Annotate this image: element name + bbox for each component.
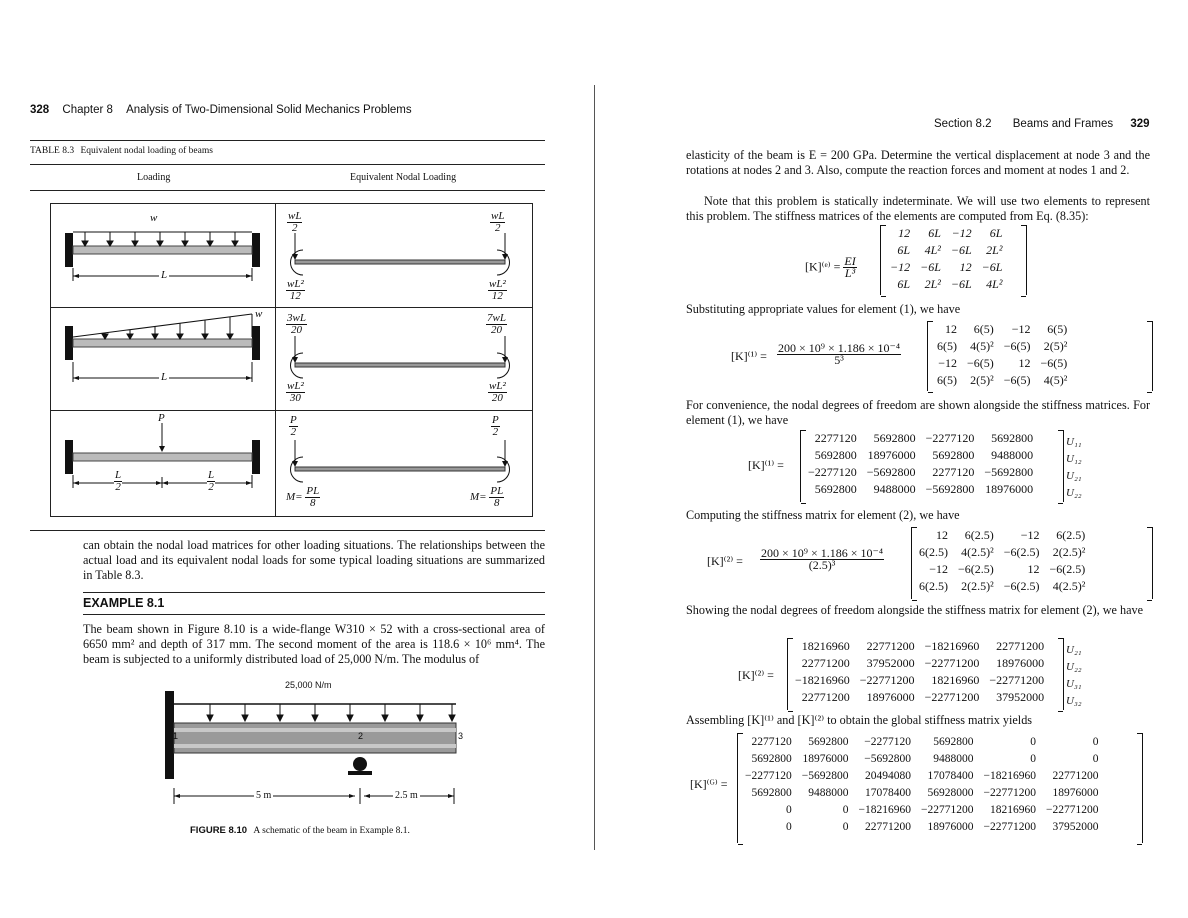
k1_rows-cell: 4(5)²: [970, 339, 994, 353]
k2_rows-cell: 2(2.5)²: [961, 579, 994, 593]
k2_rows-cell: −12: [1020, 528, 1040, 542]
row3-right-moment-prefix: M=: [470, 491, 487, 504]
row1-loading-diagram: [55, 208, 270, 303]
row2-right-moment-num: wL²: [489, 380, 506, 392]
row2-equiv-diagram: [285, 328, 520, 383]
kg_rows-cell: 18976000: [802, 752, 849, 765]
kg_rows-row: [740, 784, 1104, 801]
k1_rows-cell: 2(5)²: [970, 373, 994, 387]
dof-label: U₂₂: [1066, 486, 1082, 499]
row2-right-force-num: 7wL: [487, 312, 506, 324]
k1_rows-cell: −12: [1011, 322, 1031, 336]
ke_rows-row: [885, 259, 1007, 276]
k1n_rows-row: [803, 464, 1038, 481]
row1-right-moment-den: 12: [491, 290, 503, 302]
kg_rows-cell: 56928000: [927, 786, 974, 799]
kg_rows-cell: −2277120: [864, 735, 911, 748]
fig-node1-label: 1: [173, 731, 179, 741]
row2-left-moment-num: wL²: [287, 380, 304, 392]
right-para-4: For convenience, the nodal degrees of freedom are shown alongside the stiffness matrices. For element (1), we have: [686, 398, 1150, 427]
k1-coef: [777, 343, 901, 366]
k2-matrix: [911, 527, 1153, 599]
ke_rows-cell: 6L: [897, 277, 911, 291]
k1_rows-row: [932, 321, 1072, 338]
kg_rows-cell: 2277120: [751, 735, 792, 748]
k1n_rows-cell: 5692800: [991, 431, 1034, 445]
k2_rows-cell: 6(2.5): [919, 545, 948, 559]
kg_rows-cell: 5692800: [808, 735, 849, 748]
k1n-matrix: [800, 430, 1064, 502]
k2_rows-row: [914, 527, 1090, 544]
kg_rows-cell: 17078400: [927, 769, 974, 782]
kg_rows-cell: 18976000: [927, 820, 974, 833]
k1_rows-cell: 6(5): [937, 339, 957, 353]
ke_rows-cell: −6L: [981, 260, 1003, 274]
row3-right-force: [491, 415, 500, 438]
kg_rows-cell: 9488000: [933, 752, 974, 765]
k1_rows-cell: 12: [945, 322, 957, 336]
row1-right-force-den: 2: [494, 222, 501, 234]
kg_rows-cell: 0: [842, 803, 849, 816]
dof-label: U₂₂: [1066, 660, 1082, 673]
k2n_rows-cell: 22771200: [996, 639, 1045, 653]
k2n_rows-row: [790, 689, 1049, 706]
col-equiv-header: Equivalent Nodal Loading: [350, 172, 457, 183]
k1_rows-cell: 6(5): [937, 373, 957, 387]
kg_rows-cell: −22771200: [983, 820, 1036, 833]
row3-right-moment-num: PL: [490, 485, 504, 497]
k2_rows-cell: 6(2.5): [964, 528, 994, 542]
right-running-header: [934, 118, 1150, 130]
k1_rows-cell: 4(5)²: [1043, 373, 1068, 387]
row3-left-force-num: P: [290, 414, 297, 426]
kg_rows-cell: 17078400: [865, 786, 911, 799]
kg_rows-cell: −5692800: [801, 769, 849, 782]
row1-right-moment: [488, 279, 507, 302]
row2-loading-diagram: [55, 312, 270, 407]
kg_rows-row: [740, 733, 1104, 750]
k1_rows-cell: 6(5): [973, 322, 994, 336]
k1n-dof-labels: [1064, 433, 1084, 501]
k2_rows-row: [914, 544, 1090, 561]
row3-span-left: [114, 470, 122, 493]
k1n_rows-cell: 9488000: [991, 448, 1034, 462]
k1n_rows-cell: −5692800: [866, 465, 916, 479]
row1-left-force-den: 2: [291, 222, 298, 234]
row1-left-moment: [286, 279, 305, 302]
k1n_rows-cell: 5692800: [932, 448, 975, 462]
k2_rows-cell: −6(2.5): [1049, 562, 1086, 576]
k2_rows-cell: 4(2.5)²: [961, 545, 994, 559]
figure-caption-text: A schematic of the beam in Example 8.1.: [253, 826, 410, 836]
row2-left-moment: [286, 381, 305, 404]
row1-span-label: L: [161, 269, 168, 281]
kg_rows-cell: 18976000: [1052, 786, 1099, 799]
row2-right-force-den: 20: [490, 324, 502, 336]
k1n-lhs: [K]⁽¹⁾ =: [748, 458, 784, 472]
kg_rows-cell: 0: [1030, 752, 1036, 765]
ke_rows-row: [885, 276, 1007, 293]
row1-left-moment-den: 12: [289, 290, 301, 302]
k1n_rows-row: [803, 430, 1038, 447]
example-text: The beam shown in Figure 8.10 is a wide-flange W310 × 52 with a cross-sectional area of 6650 mm² and depth of 317 mm. The second moment of the area is 118.6 × 10⁶ mm⁴. The beam is subjected to a uniformly distributed load of 25,000 N/m. The modulus of: [83, 622, 545, 666]
ke_rows-cell: 6L: [897, 243, 911, 257]
k1n_rows-cell: −2277120: [925, 431, 975, 445]
kg_rows-cell: 0: [1092, 735, 1099, 748]
k1n_rows-cell: 2277120: [814, 431, 857, 445]
row3-load-label: P: [158, 412, 165, 424]
row3-left-moment-prefix: M=: [286, 491, 303, 504]
row3-equiv-diagram: [285, 432, 520, 487]
row2-left-force-den: 20: [290, 324, 302, 336]
ke_rows-cell: −6L: [950, 243, 972, 257]
ke_rows-cell: 4L²: [986, 277, 1003, 291]
k2n_rows-cell: 22771200: [801, 656, 850, 670]
k1_rows-cell: 12: [1018, 356, 1031, 370]
row2-span-label: L: [161, 371, 168, 383]
kg_rows-row: [740, 818, 1104, 835]
k1-coef-num: 200 × 10⁹ × 1.186 × 10⁻⁴: [778, 341, 901, 355]
kg_rows-cell: 5692800: [751, 752, 792, 765]
kg_rows-cell: 22771200: [865, 820, 911, 833]
k2n_rows-cell: −22771200: [859, 673, 915, 687]
ke-lhs-text: [K]⁽ᵉ⁾ =: [805, 259, 841, 274]
kg-matrix: [737, 733, 1143, 843]
k2n_rows-cell: −22771200: [924, 656, 980, 670]
kg-lhs: [K]⁽ᴳ⁾ =: [690, 777, 728, 791]
ke_rows-cell: −12: [951, 226, 972, 240]
k1-coef-den: 5³: [834, 353, 844, 367]
kg_rows-cell: 0: [786, 820, 792, 833]
k2_rows-cell: 12: [936, 528, 948, 542]
k1_rows-cell: −12: [938, 356, 957, 370]
row3-right-moment-den: 8: [494, 497, 500, 509]
fig-load-label: 25,000 N/m: [285, 680, 332, 690]
k1n_rows-cell: 5692800: [873, 431, 916, 445]
k2n_rows-cell: 22771200: [866, 639, 915, 653]
row2-right-moment-den: 20: [491, 392, 503, 404]
row1-right-moment-num: wL²: [489, 278, 506, 290]
section-title: Beams and Frames: [1012, 118, 1114, 130]
kg_rows-row: [740, 750, 1104, 767]
row3-left-force: [289, 415, 298, 438]
right-para-7: Assembling [K]⁽¹⁾ and [K]⁽²⁾ to obtain the global stiffness matrix yields: [686, 713, 1033, 727]
row3-left-moment-num: PL: [306, 485, 320, 497]
ke_rows-cell: 6L: [989, 226, 1003, 240]
ke_rows-cell: −6L: [950, 277, 972, 291]
kg_rows-cell: 0: [1092, 752, 1099, 765]
table-caption-text: Equivalent nodal loading of beams: [80, 146, 213, 156]
k2n_rows-cell: −18216960: [924, 639, 980, 653]
left-page-number: 328: [30, 104, 50, 116]
row2-right-force: [486, 313, 507, 336]
k1_rows-row: [932, 372, 1072, 389]
k2n_rows-cell: 18216960: [931, 673, 980, 687]
row3-span-left-num: L: [115, 469, 122, 481]
k1n_rows-cell: −5692800: [984, 465, 1034, 479]
figure-caption-label: FIGURE 8.10: [190, 825, 248, 836]
row1-left-force: [287, 211, 302, 234]
row1-left-force-num: wL: [288, 210, 302, 222]
k1n_rows-cell: 18976000: [867, 448, 916, 462]
k1_rows-cell: −6(5): [1003, 339, 1031, 353]
figure-caption: [190, 825, 410, 836]
k2n_rows-cell: 18976000: [996, 656, 1045, 670]
ke_rows-row: [885, 242, 1007, 259]
kg_rows-cell: −22771200: [921, 803, 974, 816]
k2n-dof-labels: [1064, 641, 1084, 709]
k1-lhs: [K]⁽¹⁾ =: [731, 349, 767, 363]
kg_rows-cell: −18216960: [858, 803, 911, 816]
row1-right-force: [490, 211, 505, 234]
ke_rows-cell: −12: [890, 260, 911, 274]
row1-load-label: w: [150, 212, 158, 224]
right-page-number: 329: [1130, 118, 1150, 130]
k1_rows-cell: 6(5): [1047, 322, 1068, 336]
dof-label: U₁₂: [1066, 452, 1082, 465]
kg_rows-cell: 0: [842, 820, 849, 833]
kg_rows-cell: 20494080: [865, 769, 911, 782]
k2-coef: [760, 548, 884, 571]
ke_rows-cell: 6L: [928, 226, 941, 240]
kg_rows-cell: 9488000: [808, 786, 849, 799]
ke_rows-cell: 2L²: [924, 277, 941, 291]
dof-label: U₃₁: [1066, 677, 1082, 690]
k2-lhs: [K]⁽²⁾ =: [707, 554, 743, 568]
row3-left-moment: [286, 486, 320, 509]
ke-coef-den: L³: [844, 266, 856, 280]
row2-left-force: [286, 313, 307, 336]
ke_rows-row: [885, 225, 1007, 242]
k2_rows-cell: 6(2.5): [1056, 528, 1086, 542]
right-para-6: Showing the nodal degrees of freedom alongside the stiffness matrix for element (2), we have: [686, 603, 1144, 617]
kg_rows-cell: −22771200: [1046, 803, 1099, 816]
ke-lhs: [805, 256, 857, 279]
fig-dim-right: 2.5 m: [395, 790, 418, 801]
row3-right-force-num: P: [492, 414, 499, 426]
row1-equiv-diagram: [285, 222, 520, 280]
row2-left-moment-den: 30: [289, 392, 301, 404]
row3-right-moment: [470, 486, 504, 509]
k1_rows-cell: −6(5): [967, 356, 994, 370]
ke_rows-cell: −6L: [920, 260, 941, 274]
k2n_rows-cell: −18216960: [795, 673, 850, 687]
right-para-5: Computing the stiffness matrix for element (2), we have: [686, 508, 960, 522]
dof-label: U₁₁: [1066, 435, 1082, 448]
row2-right-moment: [488, 381, 507, 404]
row3-span-right-den: 2: [208, 481, 214, 493]
k2-coef-num: 200 × 10⁹ × 1.186 × 10⁻⁴: [761, 546, 884, 560]
k2n_rows-row: [790, 655, 1049, 672]
row3-right-force-den: 2: [492, 426, 499, 438]
example-title: EXAMPLE 8.1: [83, 596, 165, 610]
k2n_rows-row: [790, 672, 1049, 689]
k1n_rows-cell: −5692800: [925, 482, 975, 496]
right-para-3: Substituting appropriate values for element (1), we have: [686, 302, 961, 316]
kg_rows-cell: 37952000: [1052, 820, 1099, 833]
row2-left-force-num: 3wL: [287, 312, 306, 324]
row3-left-moment-den: 8: [310, 497, 316, 509]
k2_rows-row: [914, 561, 1090, 578]
k1_rows-cell: 2(5)²: [1043, 339, 1068, 353]
k1_rows-cell: −6(5): [1003, 373, 1031, 387]
k1_rows-row: [932, 355, 1072, 372]
chapter-label: Chapter 8: [62, 104, 113, 116]
k2n-matrix: [787, 638, 1064, 710]
kg_rows-cell: 0: [1030, 735, 1036, 748]
fig-node3-label: 3: [458, 731, 464, 741]
k2n_rows-cell: −22771200: [989, 673, 1045, 687]
k1n_rows-cell: −2277120: [808, 465, 857, 479]
k2n_rows-cell: 37952000: [996, 690, 1045, 704]
row1-left-moment-num: wL²: [287, 278, 304, 290]
ke_rows-cell: 4L²: [924, 243, 941, 257]
k1n_rows-cell: 18976000: [985, 482, 1034, 496]
k2n_rows-cell: 18976000: [866, 690, 915, 704]
k2_rows-row: [914, 578, 1090, 595]
k2n_rows-cell: 18216960: [801, 639, 850, 653]
k1_rows-row: [932, 338, 1072, 355]
k2_rows-cell: 2(2.5)²: [1052, 545, 1086, 559]
k2_rows-cell: 12: [1027, 562, 1040, 576]
ke_rows-cell: 12: [959, 260, 972, 274]
k1n_rows-cell: 5692800: [814, 448, 857, 462]
k2n_rows-cell: −22771200: [924, 690, 980, 704]
col-loading-header: Loading: [137, 172, 171, 183]
k1n_rows-row: [803, 481, 1038, 498]
k2n-lhs: [K]⁽²⁾ =: [738, 668, 774, 682]
k1-matrix: [927, 321, 1153, 391]
left-running-header: [30, 104, 412, 116]
ke-matrix: [880, 225, 1027, 295]
k2n_rows-cell: 22771200: [801, 690, 850, 704]
row3-left-force-den: 2: [290, 426, 297, 438]
ke-coef-num: EI: [844, 254, 856, 268]
table-caption-label: TABLE 8.3: [30, 146, 75, 156]
kg_rows-cell: −18216960: [983, 769, 1036, 782]
kg_rows-cell: 5692800: [933, 735, 974, 748]
row3-span-right-num: L: [208, 469, 215, 481]
fig-node2-label: 2: [358, 731, 364, 741]
right-para-1: elasticity of the beam is E = 200 GPa. Determine the vertical displacement at node 3 and the rotations at nodes 2 and 3. Also, compute the reaction forces and moment at nodes 1 and 2.: [686, 148, 1150, 177]
row1-right-force-num: wL: [491, 210, 505, 222]
k2_rows-cell: −6(2.5): [1003, 545, 1040, 559]
chapter-title: Analysis of Two-Dimensional Solid Mechanics Problems: [126, 104, 412, 116]
right-para-2: Note that this problem is statically indeterminate. We will use two elements to represent this problem. The stiffness matrices of the elements are computed from Eq. (8.35):: [686, 194, 1150, 223]
k2n_rows-cell: 37952000: [866, 656, 915, 670]
row2-load-label: w: [255, 308, 263, 320]
kg_rows-row: [740, 801, 1104, 818]
ke_rows-cell: 2L²: [986, 243, 1003, 257]
k2_rows-cell: 4(2.5)²: [1052, 579, 1086, 593]
kg_rows-cell: 18216960: [990, 803, 1036, 816]
fig-dim-left: 5 m: [256, 790, 272, 801]
row3-span-right: [207, 470, 215, 493]
kg_rows-row: [740, 767, 1104, 784]
k2_rows-cell: −6(2.5): [958, 562, 994, 576]
k2_rows-cell: −6(2.5): [1003, 579, 1040, 593]
k1n_rows-cell: 9488000: [873, 482, 916, 496]
ke_rows-cell: 12: [898, 226, 911, 240]
k2_rows-cell: 6(2.5): [919, 579, 948, 593]
row3-span-left-den: 2: [115, 481, 121, 493]
kg_rows-cell: 5692800: [751, 786, 792, 799]
k1n_rows-cell: 2277120: [932, 465, 975, 479]
dof-label: U₃₂: [1066, 694, 1082, 707]
kg_rows-cell: 22771200: [1052, 769, 1099, 782]
row3-loading-diagram: [55, 415, 270, 510]
k2n_rows-row: [790, 638, 1049, 655]
k2-coef-den: (2.5)³: [808, 558, 836, 572]
kg_rows-cell: −22771200: [983, 786, 1036, 799]
section-label: Section 8.2: [934, 118, 992, 130]
dof-label: U₂₁: [1066, 643, 1082, 656]
kg_rows-cell: −5692800: [864, 752, 911, 765]
kg_rows-cell: 0: [786, 803, 792, 816]
k1_rows-cell: −6(5): [1040, 356, 1068, 370]
k1n_rows-cell: 5692800: [814, 482, 857, 496]
k2_rows-cell: −12: [929, 562, 948, 576]
table-caption: [30, 146, 213, 156]
intro-paragraph: can obtain the nodal load matrices for other loading situations. The relationships between the actual load and its equivalent nodal loads for some typical loading situations are summarized in Table 8.3.: [83, 538, 545, 582]
dof-label: U₂₁: [1066, 469, 1082, 482]
kg_rows-cell: −2277120: [745, 769, 792, 782]
k1n_rows-row: [803, 447, 1038, 464]
beam-figure: [160, 688, 470, 818]
